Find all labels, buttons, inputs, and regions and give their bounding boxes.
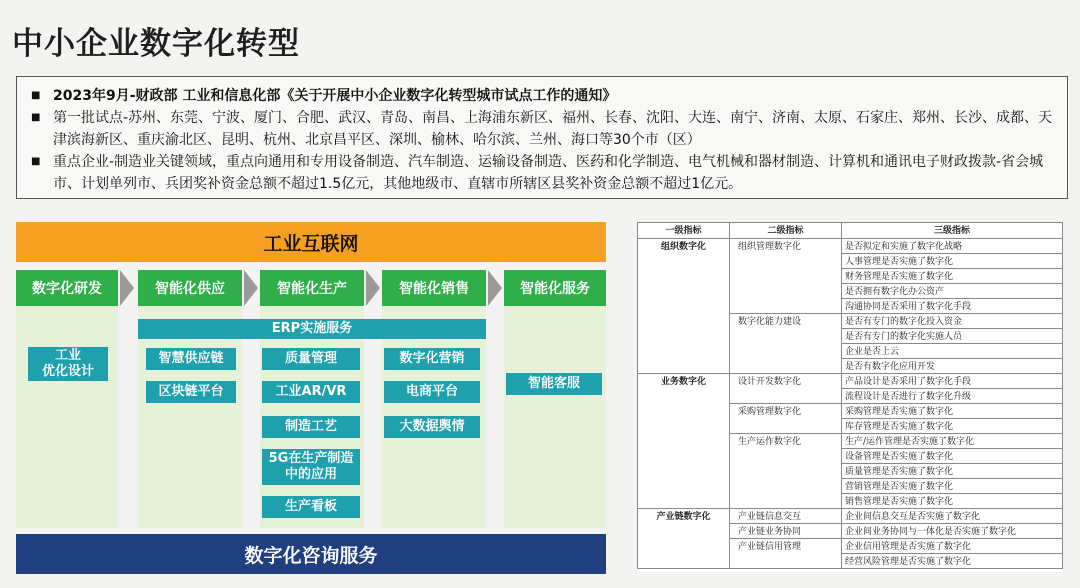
- notice-text-2: 第一批试点-苏州、东莞、宁波、厦门、合肥、武汉、青岛、南昌、上海浦东新区、福州、长春、沈阳、大连、南宁、济南、太原、石家庄、郑州、长沙、成都、天津滨海新区、重庆渝北区、昆明、杭州、北京昌平区、深圳、榆林、哈尔滨、兰州、海口等30个市（区）: [53, 110, 1053, 148]
- level3-cell: 生产/运作管理是否实施了数字化: [842, 434, 1063, 449]
- level3-cell: 流程设计是否进行了数字化升级: [842, 389, 1063, 404]
- level1-cell: 产业链数字化: [638, 509, 730, 569]
- level3-cell: 企业间业务协同与一体化是否实施了数字化: [842, 524, 1063, 539]
- level2-cell: 数字化能力建设: [730, 314, 842, 374]
- level3-cell: 人事管理是否实施了数字化: [842, 254, 1063, 269]
- notice-bullet-3: [27, 151, 1057, 195]
- level3-cell: 营销管理是否实施了数字化: [842, 479, 1063, 494]
- bullet-square-icon: ■: [31, 156, 41, 167]
- notice-text-3: 重点企业-制造业关键领域，重点向通用和专用设备制造、汽车制造、运输设备制造、医药和化学制造、电气机械和器材制造、计算机和通讯电子财政拨款-省会城市、计划单列市、兵团奖补资金总额不超过1.5亿元，其他地级市、直辖市所辖区县奖补资金总额不超过1亿元。: [53, 154, 1044, 192]
- level3-cell: 企业是否上云: [842, 344, 1063, 359]
- level3-cell: 销售管理是否实施了数字化: [842, 494, 1063, 509]
- industrial-internet-bar: 工业互联网: [16, 222, 606, 262]
- level3-cell: 企业间信息交互是否实施了数字化: [842, 509, 1063, 524]
- smart-supply-chain-box: 智慧供应链: [146, 348, 236, 370]
- manufacturing-process-box: 制造工艺: [262, 416, 360, 438]
- column-header-service: 智能化服务: [504, 270, 606, 306]
- level3-cell: 是否拥有数字化办公资产: [842, 284, 1063, 299]
- level2-cell: 产业链业务协同: [730, 524, 842, 539]
- notice-bullet-2: [27, 107, 1057, 151]
- bullet-square-icon: ■: [31, 112, 41, 123]
- table-row: [638, 374, 1063, 389]
- arrow-right-icon: [120, 270, 134, 306]
- notice-bullet-1: [27, 85, 1057, 107]
- level2-cell: 组织管理数字化: [730, 239, 842, 314]
- table-header-row: [638, 223, 1063, 239]
- digital-marketing-box: 数字化营销: [384, 348, 480, 370]
- level3-cell: 是否有专门的数字化投入资金: [842, 314, 1063, 329]
- column-header-supply: 智能化供应: [138, 270, 242, 306]
- table-row: [638, 239, 1063, 254]
- level2-cell: 采购管理数字化: [730, 404, 842, 434]
- header-level1: 一级指标: [638, 223, 730, 239]
- industrial-arvr-box: 工业AR/VR: [262, 381, 360, 403]
- column-rd: [16, 270, 118, 528]
- page-title: 中小企业数字化转型: [12, 26, 300, 62]
- level3-cell: 质量管理是否实施了数字化: [842, 464, 1063, 479]
- header-level3: 三级指标: [842, 223, 1063, 239]
- smart-customer-service-box: 智能客服: [506, 373, 602, 395]
- level2-cell: 设计开发数字化: [730, 374, 842, 404]
- arrow-right-icon: [244, 270, 258, 306]
- level3-cell: 库存管理是否实施了数字化: [842, 419, 1063, 434]
- digital-transformation-diagram: [14, 222, 606, 574]
- bullet-square-icon: ■: [31, 90, 41, 101]
- blockchain-platform-box: 区块链平台: [146, 381, 236, 403]
- 5g-application-box: 5G在生产制造 中的应用: [262, 449, 360, 485]
- level3-cell: 是否拟定和实施了数字化战略: [842, 239, 1063, 254]
- notice-text-1: 2023年9月-财政部 工业和信息化部《关于开展中小企业数字化转型城市试点工作的通知》: [53, 88, 617, 104]
- production-dashboard-box: 生产看板: [262, 496, 360, 518]
- column-header-sales: 智能化销售: [382, 270, 486, 306]
- indicator-table: [637, 222, 1063, 569]
- indicator-table-container: [637, 222, 1063, 572]
- level1-cell: 业务数字化: [638, 374, 730, 509]
- erp-service-box: ERP实施服务: [138, 319, 486, 339]
- level3-cell: 是否有专门的数字化实施人员: [842, 329, 1063, 344]
- column-header-production: 智能化生产: [260, 270, 364, 306]
- level3-cell: 设备管理是否实施了数字化: [842, 449, 1063, 464]
- big-data-sentiment-box: 大数据舆情: [384, 416, 480, 438]
- level3-cell: 企业信用管理是否实施了数字化: [842, 539, 1063, 554]
- column-service: [504, 270, 606, 528]
- level3-cell: 经营风险管理是否实施了数字化: [842, 554, 1063, 569]
- column-header-rd: 数字化研发: [16, 270, 118, 306]
- quality-management-box: 质量管理: [262, 348, 360, 370]
- level3-cell: 采购管理是否实施了数字化: [842, 404, 1063, 419]
- digital-consulting-bar: 数字化咨询服务: [16, 534, 606, 574]
- industrial-design-box: 工业 优化设计: [28, 347, 108, 381]
- arrow-right-icon: [366, 270, 380, 306]
- table-row: [638, 509, 1063, 524]
- level3-cell: 沟通协同是否采用了数字化手段: [842, 299, 1063, 314]
- level3-cell: 财务管理是否实施了数字化: [842, 269, 1063, 284]
- level2-cell: 产业链信息交互: [730, 509, 842, 524]
- ecommerce-platform-box: 电商平台: [384, 381, 480, 403]
- level2-cell: 产业链信用管理: [730, 539, 842, 569]
- level1-cell: 组织数字化: [638, 239, 730, 374]
- arrow-right-icon: [488, 270, 502, 306]
- level2-cell: 生产运作数字化: [730, 434, 842, 509]
- header-level2: 二级指标: [730, 223, 842, 239]
- notice-box: [16, 76, 1068, 199]
- level3-cell: 产品设计是否采用了数字化手段: [842, 374, 1063, 389]
- level3-cell: 是否有数字化应用开发: [842, 359, 1063, 374]
